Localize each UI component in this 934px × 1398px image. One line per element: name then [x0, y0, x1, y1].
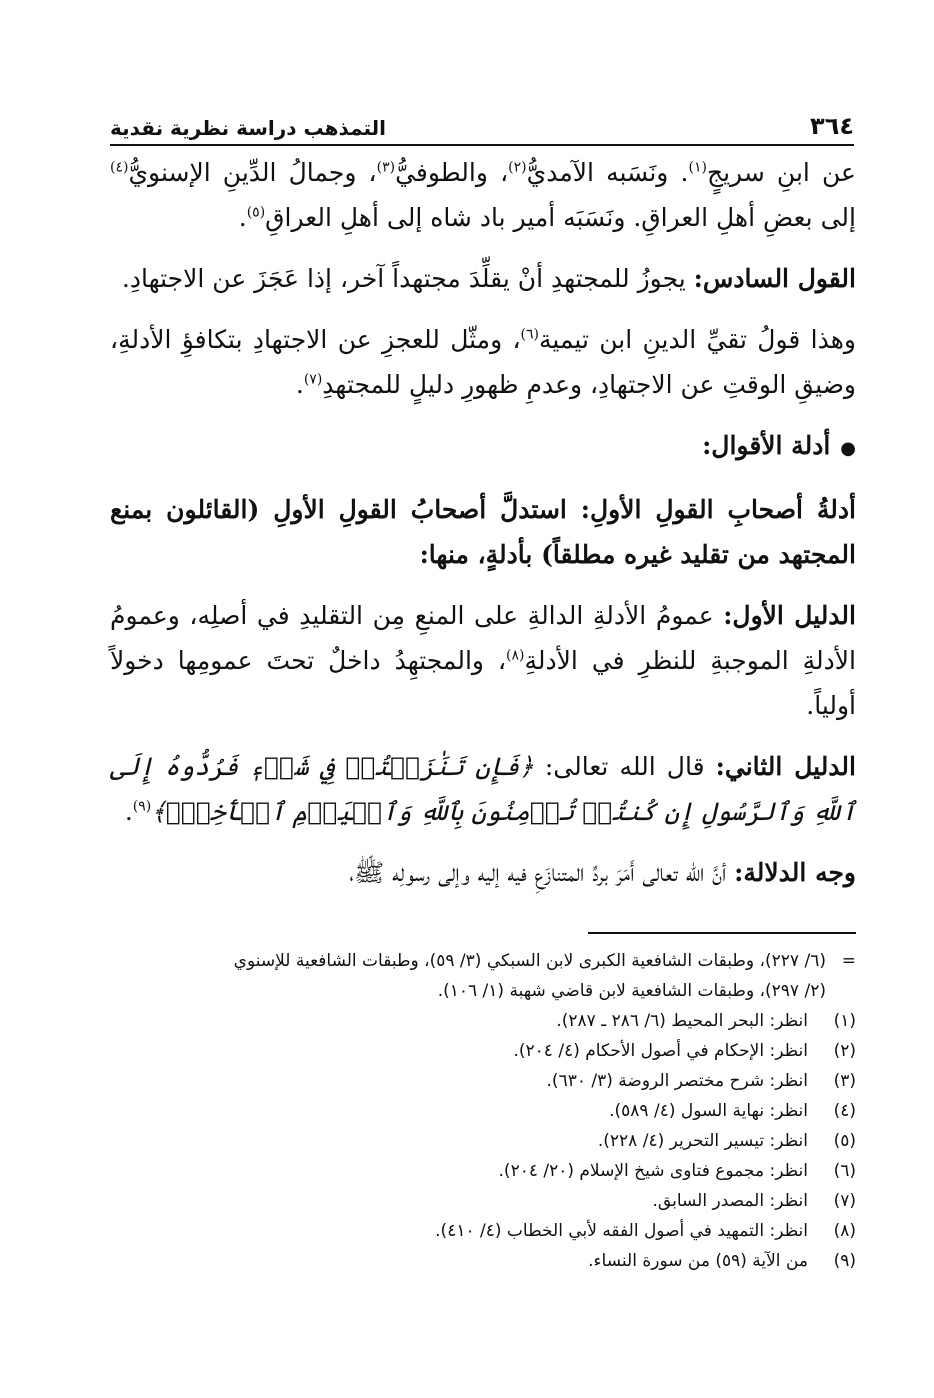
continuation-mark: =	[841, 951, 856, 971]
paragraph-1	[110, 150, 856, 240]
footnote-ref[interactable]: (٢)	[508, 159, 527, 176]
footnotes	[110, 946, 856, 1276]
text-run: .	[295, 370, 304, 399]
text-run: وهذا قولُ تقيِّ الدينِ ابن تيمية	[539, 325, 856, 354]
footnote-text: انظر: الإحكام في أصول الأحكام (٤/ ٢٠٤).	[513, 1041, 808, 1061]
footnote-ref[interactable]: (٩)	[132, 798, 152, 815]
text-run: .	[124, 797, 133, 826]
text-run: عمومُ الأدلةِ الدالةِ على المنعِ مِن التقليدِ في أصلِه، وعمومُ الأدلةِ الموجبةِ للنظرِ في الأدلةِ	[110, 601, 856, 675]
footnote-number: (٢)	[833, 1041, 856, 1061]
quran-verse: ﴿فَإِن تَنَٰزَعۡتُمۡ فِي شَيۡءٖ فَرُدُّوهُ إِلَى ٱللَّهِ وَٱلرَّسُولِ إِن كُنتُمۡ تُؤۡمِنُونَ بِٱللَّهِ وَٱلۡيَوۡمِ ٱلۡأٓخِرِۚ﴾	[110, 752, 856, 826]
page-header	[110, 96, 854, 146]
text-run: ، والمجتهِدُ داخلٌ تحتَ عمومِها دخولاً أولياً.	[110, 646, 856, 720]
paragraph-2	[110, 256, 856, 301]
footnote-text: انظر: نهاية السول (٤/ ٥٨٩).	[609, 1101, 808, 1121]
footnote-text: انظر: شرح مختصر الروضة (٣/ ٦٣٠).	[546, 1071, 808, 1091]
text-run: ، وجمالُ الدِّينِ الإسنويُّ	[128, 158, 377, 187]
footnote-number: (٣)	[833, 1071, 856, 1091]
footnote-ref[interactable]: (٨)	[506, 647, 525, 664]
footnote-item	[110, 1006, 856, 1036]
footnote-number: (١)	[833, 1011, 856, 1031]
continuation-line: (٦/ ٢٢٧)، وطبقات الشافعية الكبرى لابن السبكي (٣/ ٥٩)، وطبقات الشافعية للإسنوي	[233, 951, 826, 971]
running-title: التمذهب دراسة نظرية نقدية	[110, 116, 387, 140]
footnote-item	[110, 1216, 856, 1246]
paragraph-3	[110, 317, 856, 407]
footnote-ref[interactable]: (٦)	[520, 326, 540, 343]
bullet-icon: ●	[840, 438, 856, 459]
section-label: القول السادس:	[693, 264, 856, 293]
section-label: الدليل الثاني:	[715, 752, 856, 781]
text-run: ، ومثّل للعجزِ عن الاجتهادِ بتكافؤِ الأدلةِ، وضيقِ الوقتِ عن الاجتهادِ، وعدمِ ظهورِ دليلٍ للمجتهدِ	[110, 325, 856, 399]
footnote-number: (٦)	[833, 1161, 856, 1181]
page-number: ٣٦٤	[810, 112, 854, 140]
footnote-number: (٨)	[833, 1221, 856, 1241]
section-label: الدليل الأول:	[723, 601, 856, 630]
footnote-text: من الآية (٥٩) من سورة النساء.	[588, 1251, 808, 1271]
text-run: إلى بعضِ أهلِ العراقِ. ونَسَبَه أمير باد شاه إلى أهلِ العراقِ	[265, 203, 856, 232]
text-run: .	[238, 203, 247, 232]
text-run: قال الله تعالى:	[533, 752, 716, 781]
text-run: . ونَسَبه الآمديُّ	[526, 158, 689, 187]
footnote-text: انظر: التمهيد في أصول الفقه لأبي الخطاب (٤/ ٤١٠).	[435, 1221, 808, 1241]
footnote-continuation	[110, 946, 856, 1006]
footnote-ref[interactable]: (٥)	[246, 204, 266, 221]
text-run: ، والطوفيُّ	[395, 158, 509, 187]
footnote-separator	[588, 932, 856, 934]
footnote-text: انظر: مجموع فتاوى شيخ الإسلام (٢٠/ ٢٠٤).	[498, 1161, 808, 1181]
text-run: أنَّ الله تعالى أَمَرَ بردِّ المتنازَعِ فيه إليه وإلى رسولِه ﷺ،	[349, 858, 735, 887]
footnote-text: انظر: البحر المحيط (٦/ ٢٨٦ ـ ٢٨٧).	[556, 1011, 808, 1031]
footnote-ref[interactable]: (٧)	[303, 371, 323, 388]
paragraph-5	[110, 593, 856, 728]
footnote-ref[interactable]: (٤)	[110, 159, 129, 176]
section-heading	[110, 423, 856, 471]
footnote-text: انظر: المصدر السابق.	[652, 1191, 808, 1211]
footnote-item	[110, 1126, 856, 1156]
footnote-number: (٩)	[833, 1251, 856, 1271]
footnote-item	[110, 1096, 856, 1126]
footnote-number: (٤)	[833, 1101, 856, 1121]
footnote-text: انظر: تيسير التحرير (٤/ ٢٢٨).	[597, 1131, 808, 1151]
footnote-ref[interactable]: (١)	[688, 159, 707, 176]
heading-text: أدلة الأقوال:	[702, 431, 831, 460]
paragraph-7	[110, 850, 856, 895]
footnote-item	[110, 1186, 856, 1216]
footnote-list	[110, 1006, 856, 1276]
footnote-item	[110, 1036, 856, 1066]
main-text	[110, 150, 856, 911]
section-label: وجه الدلالة:	[734, 858, 856, 887]
footnote-ref[interactable]: (٣)	[376, 159, 396, 176]
footnote-number: (٧)	[833, 1191, 856, 1211]
footnote-item	[110, 1156, 856, 1186]
text-run: يجوزُ للمجتهدِ أنْ يقلِّدَ مجتهداً آخر، إذا عَجَزَ عن الاجتهادِ.	[121, 264, 694, 293]
footnote-item	[110, 1246, 856, 1276]
paragraph-4: أدلةُ أصحابِ القولِ الأولِ: استدلَّ أصحابُ القولِ الأولِ (القائلون بمنع المجتهد من تقليد غيره مطلقاً) بأدلةٍ، منها:	[110, 495, 856, 569]
text-run: عن ابنِ سريجٍ	[706, 158, 856, 187]
continuation-line: (٢/ ٢٩٧)، وطبقات الشافعية لابن قاضي شهبة (١/ ١٠٦).	[437, 981, 826, 1001]
continuation-text	[234, 946, 826, 1006]
paragraph-6	[110, 744, 856, 834]
footnote-item	[110, 1066, 856, 1096]
footnote-number: (٥)	[833, 1131, 856, 1151]
